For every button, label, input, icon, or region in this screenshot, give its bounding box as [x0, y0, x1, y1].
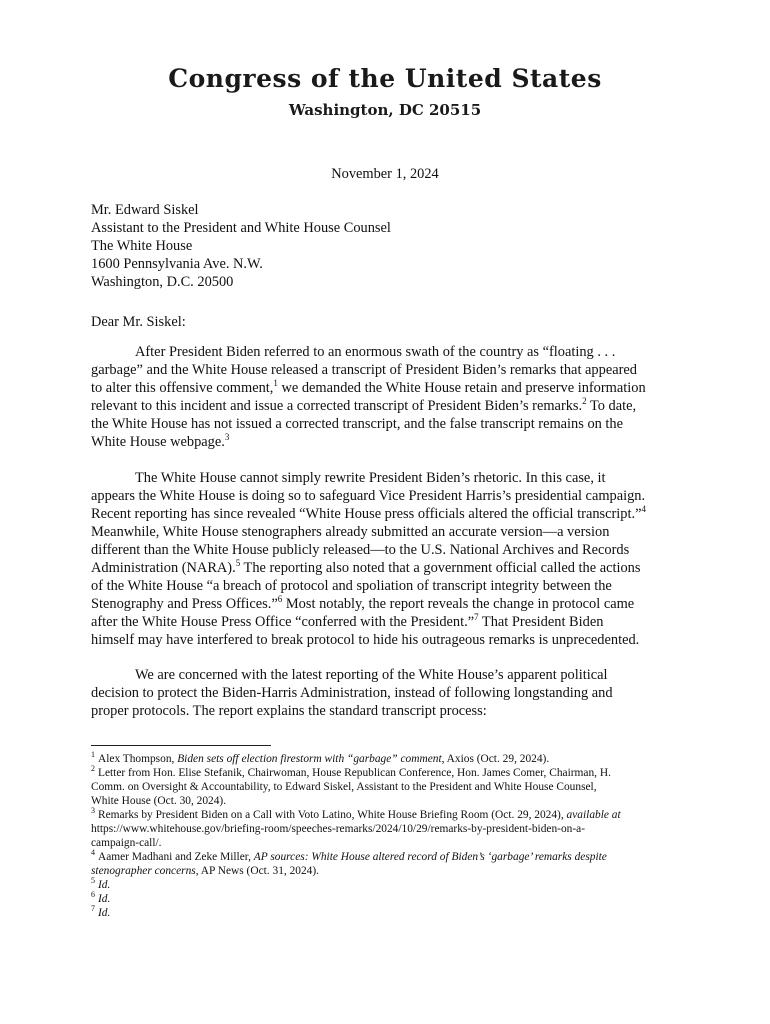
footnote	[91, 850, 691, 864]
letter-date: November 1, 2024	[331, 166, 439, 182]
paragraph-line: garbage” and the White House released a transcript of President Biden’s remarks that appeared	[91, 362, 637, 378]
text-run: Remarks by President Biden on a Call with Voto Latino, White House Briefing Room (Oct. 29, 2024),	[98, 809, 567, 821]
letterhead	[0, 62, 770, 124]
footnote-ref: 2	[582, 396, 587, 407]
text-run: Aamer Madhani and Zeke Miller,	[98, 851, 254, 863]
paragraph-line	[91, 397, 681, 415]
footnote-line: Comm. on Oversight & Accountability, to Edward Siskel, Assistant to the President and White House Counsel,	[91, 781, 597, 793]
recipient-address	[91, 201, 391, 291]
paragraph-line: We are concerned with the latest reporting of the White House’s apparent political	[135, 667, 608, 683]
footnote-line: https://www.whitehouse.gov/briefing-room/speeches-remarks/2024/10/29/remarks-by-president-biden-on-a-	[91, 823, 585, 835]
address-line: Mr. Edward Siskel	[91, 202, 199, 218]
address-line: 1600 Pennsylvania Ave. N.W.	[91, 256, 263, 272]
footnote-number: 6	[91, 890, 95, 900]
text-run: The reporting also noted that a government official called the actions	[240, 560, 641, 576]
footnote-number: 1	[91, 750, 95, 760]
footnote	[91, 808, 691, 822]
text-run: Administration (NARA).	[91, 560, 236, 576]
footnote-ref: 4	[641, 504, 646, 515]
text-run: AP sources: White House altered record of Biden’s ‘garbage’ remarks despite	[253, 851, 607, 863]
footnote-line: White House (Oct. 30, 2024).	[91, 795, 227, 807]
paragraph-line: different than the White House publicly released—to the U.S. National Archives and Records	[91, 542, 630, 558]
paragraph-line	[91, 613, 681, 631]
footnote-number: 7	[91, 904, 95, 914]
footnote-number: 5	[91, 876, 95, 886]
footnote-ref: 7	[474, 612, 479, 623]
text-run: after the White House Press Office “conferred with the President.”	[91, 614, 475, 630]
text-run: Stenography and Press Offices.”	[91, 596, 278, 612]
paragraph-line: himself may have interfered to break protocol to hide his outrageous remarks is unprecedented.	[91, 632, 640, 648]
footnote-divider	[91, 745, 271, 746]
text-run: relevant to this incident and issue a corrected transcript of President Biden’s remarks.	[91, 398, 583, 414]
footnote-number: 4	[91, 848, 95, 858]
paragraph-line: After President Biden referred to an enormous swath of the country as “floating . . .	[135, 344, 616, 360]
text-run: available at	[566, 809, 621, 821]
paragraph-line: the White House has not issued a corrected transcript, and the false transcript remains on the	[91, 416, 624, 432]
letterhead-title: Congress of the United States	[168, 64, 602, 93]
footnote	[91, 878, 691, 892]
paragraph-line: proper protocols. The report explains the standard transcript process:	[91, 703, 487, 719]
text-run: we demanded the White House retain and preserve information	[277, 380, 646, 396]
text-run: Id.	[98, 907, 111, 919]
footnote	[91, 752, 691, 766]
text-run: Letter from Hon. Elise Stefanik, Chairwoman, House Republican Conference, Hon. James Comer, Chairman, H.	[98, 767, 611, 779]
text-run: To date,	[586, 398, 637, 414]
footnote	[91, 766, 691, 780]
footnote-ref: 1	[273, 378, 278, 389]
text-run: , AP News (Oct. 31, 2024).	[195, 865, 320, 877]
footnote-ref: 5	[235, 558, 241, 569]
footnote	[91, 892, 691, 906]
paragraph-line	[91, 433, 681, 451]
paragraph-line: The White House cannot simply rewrite President Biden’s rhetoric. In this case, it	[135, 470, 606, 486]
footnotes	[91, 752, 691, 920]
paragraph-line	[91, 505, 681, 523]
paragraph-2	[91, 469, 681, 649]
paragraph-line: of the White House “a breach of protocol and spoliation of transcript integrity between the	[91, 578, 612, 594]
footnote-ref: 6	[277, 594, 283, 605]
footnote-line	[91, 864, 691, 878]
footnote	[91, 906, 691, 920]
footnote-line: campaign-call/.	[91, 837, 162, 849]
paragraph-line	[91, 595, 681, 613]
footnote-ref: 3	[224, 432, 230, 443]
text-run: Alex Thompson,	[98, 753, 178, 765]
text-run: That President Biden	[478, 614, 604, 630]
text-run: , Axios (Oct. 29, 2024).	[441, 753, 550, 765]
address-line: Assistant to the President and White House Counsel	[91, 220, 391, 236]
paragraph-line: decision to protect the Biden-Harris Administration, instead of following longstanding and	[91, 685, 613, 701]
paragraph-line	[91, 379, 681, 397]
address-line: Washington, D.C. 20500	[91, 274, 234, 290]
letterhead-subtitle: Washington, DC 20515	[288, 101, 482, 119]
text-run: stenographer concerns	[91, 865, 196, 877]
text-run: to alter this offensive comment,	[91, 380, 274, 396]
paragraph-3	[91, 666, 681, 720]
address-line: The White House	[91, 238, 193, 254]
text-run: Recent reporting has since revealed “White House press officials altered the official transcript.”	[91, 506, 642, 522]
text-run: Most notably, the report reveals the change in protocol came	[282, 596, 635, 612]
paragraph-line: appears the White House is doing so to safeguard Vice President Harris’s presidential campaign.	[91, 488, 646, 504]
paragraph-line: Meanwhile, White House stenographers already submitted an accurate version—a version	[91, 524, 610, 540]
text-run: White House webpage.	[91, 434, 225, 450]
salutation: Dear Mr. Siskel:	[91, 314, 186, 330]
paragraph-line	[91, 559, 681, 577]
footnote-number: 3	[91, 806, 95, 816]
footnote-number: 2	[91, 764, 95, 774]
paragraph-1	[91, 343, 681, 451]
text-run: Id.	[98, 879, 111, 891]
text-run: Id.	[98, 893, 111, 905]
text-run: Biden sets off election firestorm with “garbage” comment	[177, 753, 442, 765]
